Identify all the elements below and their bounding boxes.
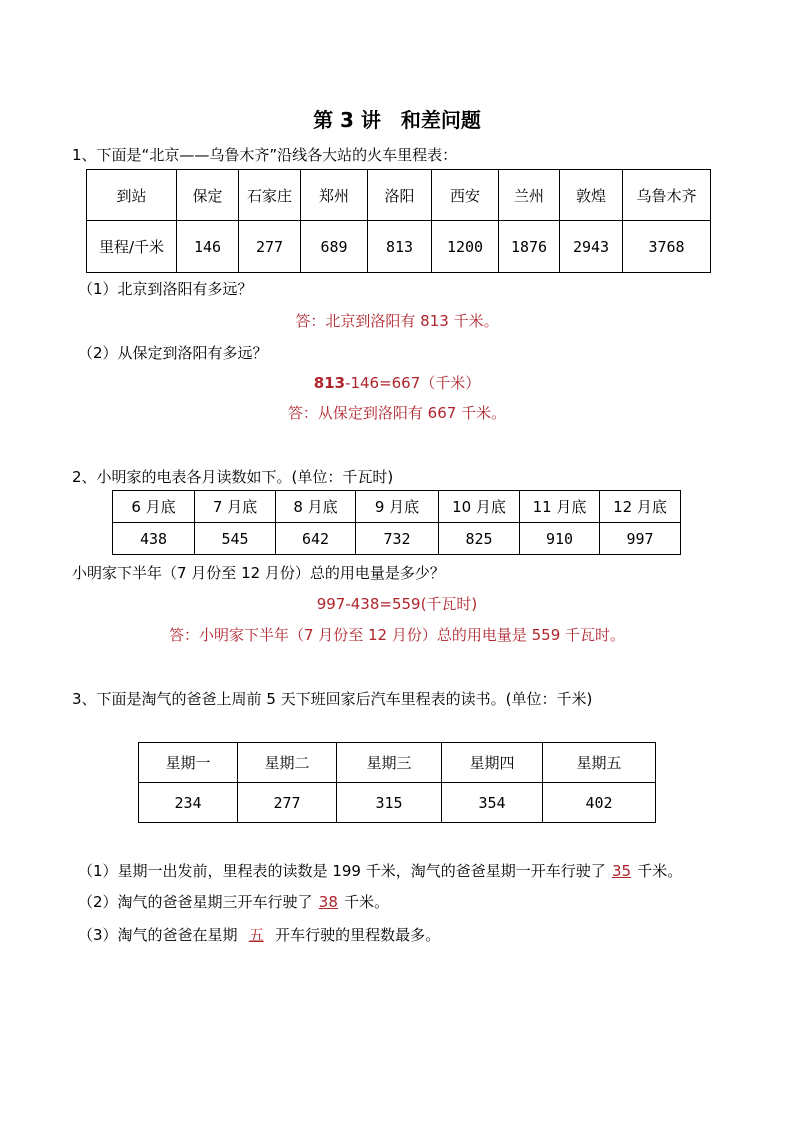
q3-intro: 3、下面是淘气的爸爸上周前 5 天下班回家后汽车里程表的读书。(单位：千米) bbox=[72, 690, 593, 708]
q1-answer-2: 答：从保定到洛阳有 667 千米。 bbox=[287, 404, 507, 422]
table-cell: 642 bbox=[276, 523, 356, 555]
table-cell: 813 bbox=[368, 221, 432, 273]
q3-value-row bbox=[139, 783, 656, 823]
table-cell: 315 bbox=[337, 783, 442, 823]
q1-sub-question-2: （2）从保定到洛阳有多远？ bbox=[78, 344, 268, 362]
table-header-cell: 12 月底 bbox=[600, 491, 681, 523]
table-cell: 277 bbox=[238, 783, 337, 823]
table-header-cell: 乌鲁木齐 bbox=[623, 170, 711, 221]
table-cell: 545 bbox=[195, 523, 276, 555]
q3-odometer-table bbox=[138, 742, 656, 823]
table-header-cell: 星期四 bbox=[442, 743, 543, 783]
q2-intro: 2、小明家的电表各月读数如下。(单位：千瓦时) bbox=[72, 468, 394, 486]
table-header-cell: 西安 bbox=[432, 170, 499, 221]
table-cell: 1876 bbox=[499, 221, 560, 273]
q2-value-row bbox=[113, 523, 681, 555]
table-cell: 234 bbox=[139, 783, 238, 823]
table-cell: 732 bbox=[356, 523, 439, 555]
answer-blank: 38 bbox=[318, 893, 338, 911]
q2-calculation: 997-438=559(千瓦时) bbox=[316, 595, 478, 613]
table-cell: 438 bbox=[113, 523, 195, 555]
table-cell: 2943 bbox=[560, 221, 623, 273]
q1-intro: 1、下面是“北京——乌鲁木齐”沿线各大站的火车里程表： bbox=[72, 146, 458, 164]
table-header-cell: 石家庄 bbox=[239, 170, 301, 221]
table-header-cell: 6 月底 bbox=[113, 491, 195, 523]
table-header-cell: 敦煌 bbox=[560, 170, 623, 221]
table-header-cell: 郑州 bbox=[301, 170, 368, 221]
table-header-cell: 保定 bbox=[177, 170, 239, 221]
sentence-text: 千米。 bbox=[632, 862, 683, 880]
q1-sub-question-1: （1）北京到洛阳有多远？ bbox=[78, 280, 253, 298]
q2-header-row bbox=[113, 491, 681, 523]
answer-blank: 五 bbox=[248, 926, 264, 944]
page-title: 第 3 讲 和差问题 bbox=[313, 108, 481, 132]
calc-bold-part: 813 bbox=[313, 374, 346, 392]
table-cell: 354 bbox=[442, 783, 543, 823]
table-header-cell: 洛阳 bbox=[368, 170, 432, 221]
table-cell: 146 bbox=[177, 221, 239, 273]
table-header-cell: 星期五 bbox=[543, 743, 656, 783]
table-header-cell: 到站 bbox=[87, 170, 177, 221]
q2-question: 小明家下半年（7 月份至 12 月份）总的用电量是多少？ bbox=[72, 564, 445, 582]
table-cell: 825 bbox=[439, 523, 520, 555]
table-cell: 402 bbox=[543, 783, 656, 823]
q3-sub-question-2 bbox=[78, 891, 389, 912]
table-header-cell: 兰州 bbox=[499, 170, 560, 221]
table-cell: 3768 bbox=[623, 221, 711, 273]
q2-meter-table bbox=[112, 490, 681, 555]
sentence-text: 千米。 bbox=[339, 893, 390, 911]
table-header-cell: 8 月底 bbox=[276, 491, 356, 523]
q1-header-row bbox=[87, 170, 711, 221]
table-cell: 1200 bbox=[432, 221, 499, 273]
q3-sub-question-1 bbox=[78, 860, 682, 881]
sentence-text: （3）淘气的爸爸在星期 bbox=[78, 926, 243, 944]
table-cell: 997 bbox=[600, 523, 681, 555]
q1-answer-1: 答：北京到洛阳有 813 千米。 bbox=[295, 312, 499, 330]
q3-sub-question-3 bbox=[78, 924, 440, 945]
q2-answer: 答：小明家下半年（7 月份至 12 月份）总的用电量是 559 千瓦时。 bbox=[168, 626, 626, 644]
q1-mileage-table bbox=[86, 169, 711, 273]
table-header-cell: 11 月底 bbox=[520, 491, 600, 523]
table-cell: 689 bbox=[301, 221, 368, 273]
table-cell: 910 bbox=[520, 523, 600, 555]
table-header-cell: 9 月底 bbox=[356, 491, 439, 523]
calc-rest-part: -146=667（千米） bbox=[345, 374, 481, 392]
table-header-cell: 10 月底 bbox=[439, 491, 520, 523]
table-cell: 里程/千米 bbox=[87, 221, 177, 273]
table-header-cell: 星期三 bbox=[337, 743, 442, 783]
q1-calculation-2 bbox=[0, 372, 794, 393]
sentence-text: 开车行驶的里程数最多。 bbox=[270, 926, 441, 944]
table-header-cell: 7 月底 bbox=[195, 491, 276, 523]
table-header-cell: 星期一 bbox=[139, 743, 238, 783]
q1-value-row bbox=[87, 221, 711, 273]
table-cell: 277 bbox=[239, 221, 301, 273]
table-header-cell: 星期二 bbox=[238, 743, 337, 783]
q3-header-row bbox=[139, 743, 656, 783]
sentence-text: （1）星期一出发前，里程表的读数是 199 千米，淘气的爸爸星期一开车行驶了 bbox=[78, 862, 611, 880]
answer-blank: 35 bbox=[611, 862, 632, 880]
sentence-text: （2）淘气的爸爸星期三开车行驶了 bbox=[78, 893, 318, 911]
